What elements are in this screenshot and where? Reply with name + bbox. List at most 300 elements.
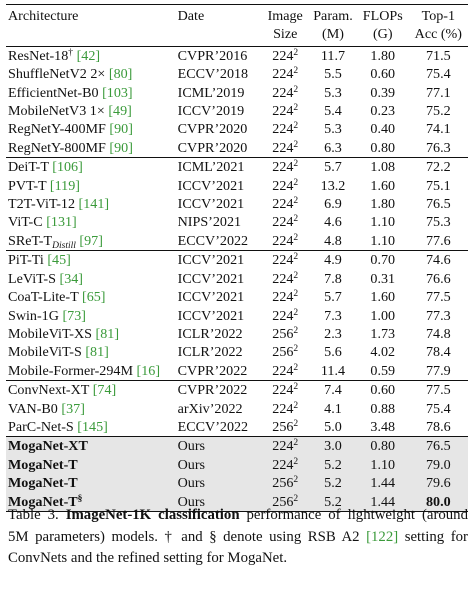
cell-params: 5.2 xyxy=(309,493,357,512)
citation-link[interactable]: [103] xyxy=(102,84,133,101)
results-table xyxy=(6,4,468,512)
squared-exponent: 2 xyxy=(293,307,299,318)
table-header xyxy=(6,5,468,47)
cell-architecture xyxy=(6,362,178,381)
table-row xyxy=(6,437,468,456)
caption-part1: performance of lightweight (around 5M parameters) models. xyxy=(8,507,468,545)
cell-params: 4.6 xyxy=(324,214,342,231)
citation-number[interactable]: 80 xyxy=(113,66,128,83)
cell-image-size xyxy=(261,195,309,213)
table-row xyxy=(6,177,468,195)
cell-date: ICML’2021 xyxy=(177,159,245,176)
cell-date: ICCV’2021 xyxy=(177,289,245,306)
image-size-value: 256 xyxy=(272,344,294,361)
cell-accuracy: 76.6 xyxy=(425,270,451,287)
caption-part3: denote using RSB A2 xyxy=(216,528,367,545)
cell-accuracy: 74.1 xyxy=(425,121,451,138)
cell-date: CVPR’2022 xyxy=(177,382,248,399)
cell-accuracy: 75.4 xyxy=(425,400,451,417)
citation-link[interactable]: [34] xyxy=(59,270,83,287)
model-name: DeiT-T xyxy=(8,159,49,176)
cell-accuracy: 75.2 xyxy=(425,103,451,120)
cell-flops: 1.60 xyxy=(370,289,396,306)
header-params-bottom: (M) xyxy=(322,26,344,43)
cell-date: Ours xyxy=(178,474,262,492)
cell-accuracy: 78.4 xyxy=(425,344,451,361)
table-row xyxy=(6,120,468,138)
cell-image-size xyxy=(261,362,309,381)
table-row xyxy=(6,46,468,65)
image-size-value: 256 xyxy=(272,418,294,435)
cell-architecture xyxy=(6,418,178,437)
squared-exponent: 2 xyxy=(293,252,299,263)
table-row xyxy=(6,270,468,288)
squared-exponent: 2 xyxy=(293,400,299,411)
image-size-value: 224 xyxy=(272,362,294,379)
cell-architecture xyxy=(6,251,178,270)
cell-image-size xyxy=(261,213,309,231)
image-size-value: 224 xyxy=(272,47,294,64)
table-row xyxy=(6,343,468,361)
cell-architecture xyxy=(6,177,178,195)
cell-image-size xyxy=(261,288,309,306)
citation-number[interactable]: 16 xyxy=(141,362,156,379)
model-name: T2T-ViT-12 xyxy=(8,196,76,213)
table-row xyxy=(6,139,468,158)
model-name: ShuffleNetV2 2× xyxy=(8,66,106,83)
cell-date: ICLR’2022 xyxy=(177,325,243,342)
cell-flops: 0.31 xyxy=(370,270,396,287)
cell-architecture xyxy=(6,139,178,158)
header-date: Date xyxy=(177,8,205,24)
cell-date: CVPR’2020 xyxy=(177,121,248,138)
citation-number[interactable]: 103 xyxy=(106,84,128,101)
header-size-bottom: Size xyxy=(273,26,298,43)
squared-exponent: 2 xyxy=(293,456,299,467)
citation-link[interactable]: [80] xyxy=(108,66,133,83)
cell-flops: 4.02 xyxy=(370,344,396,361)
citation-link[interactable]: [90] xyxy=(109,139,133,156)
model-name: MobileViT-S xyxy=(8,344,82,361)
table-group xyxy=(6,381,468,437)
cell-image-size xyxy=(261,120,309,138)
cell-architecture xyxy=(6,195,178,213)
citation-number[interactable]: 49 xyxy=(113,103,128,120)
caption-part4: setting for ConvNets and the refined setting for MogaNet. xyxy=(8,528,468,566)
cell-accuracy: 75.1 xyxy=(425,177,451,194)
cell-date: ICCV’2021 xyxy=(177,270,245,287)
cell-flops: 0.80 xyxy=(370,139,396,156)
citation-number[interactable]: 42 xyxy=(81,47,96,64)
citation-link[interactable]: [16] xyxy=(136,362,161,379)
citation-link[interactable]: [65] xyxy=(82,289,106,306)
citation-link[interactable]: [74] xyxy=(92,382,117,399)
citation-link[interactable]: [119] xyxy=(49,177,80,194)
citation-link[interactable]: [45] xyxy=(47,252,71,269)
image-size-value: 224 xyxy=(272,139,294,156)
cell-architecture xyxy=(6,232,178,251)
cell-date: ICLR’2022 xyxy=(177,344,243,361)
model-name: PVT-T xyxy=(8,177,47,194)
citation-number[interactable]: 141 xyxy=(83,196,105,213)
table-row xyxy=(6,325,468,343)
cell-params: 7.4 xyxy=(324,382,342,399)
citation-link[interactable]: [42] xyxy=(76,47,101,64)
cell-image-size xyxy=(261,270,309,288)
citation-number[interactable]: 145 xyxy=(82,418,104,435)
cell-architecture xyxy=(6,84,178,102)
model-name: MogaNet-T xyxy=(8,456,78,473)
citation-link[interactable]: [81] xyxy=(95,325,120,342)
cell-image-size xyxy=(261,158,309,177)
cell-params: 6.3 xyxy=(324,139,342,156)
squared-exponent: 2 xyxy=(293,418,299,429)
citation-link[interactable]: [37] xyxy=(61,400,85,417)
cell-params: 4.1 xyxy=(324,400,342,417)
cell-image-size xyxy=(261,343,309,361)
cell-date: ICCV’2021 xyxy=(177,196,245,213)
cell-flops: 3.48 xyxy=(370,418,396,435)
squared-exponent: 2 xyxy=(293,438,299,449)
cell-flops: 1.10 xyxy=(370,214,396,231)
citation-number[interactable]: 90 xyxy=(114,139,129,156)
model-name: EfficientNet-B0 xyxy=(8,84,99,101)
cell-params: 4.9 xyxy=(324,252,342,269)
table-row xyxy=(6,213,468,231)
cell-image-size xyxy=(261,139,309,158)
table-row xyxy=(6,195,468,213)
citation-number[interactable]: 37 xyxy=(66,400,81,417)
model-name: ResNet-18 xyxy=(8,47,69,64)
model-name: MobileNetV3 1× xyxy=(8,103,105,120)
cell-date: ECCV’2022 xyxy=(177,232,249,249)
cell-image-size xyxy=(261,232,309,251)
cell-architecture xyxy=(6,343,178,361)
table-group xyxy=(6,46,468,157)
cell-params: 5.2 xyxy=(309,456,357,474)
squared-exponent: 2 xyxy=(293,121,299,132)
cell-accuracy: 72.2 xyxy=(425,159,451,176)
cell-image-size xyxy=(261,84,309,102)
cell-flops: 1.10 xyxy=(370,232,396,249)
table-group xyxy=(6,251,468,381)
table-caption xyxy=(8,505,468,570)
table-row xyxy=(6,362,468,381)
cell-accuracy: 74.6 xyxy=(425,252,451,269)
model-name: RegNetY-400MF xyxy=(8,121,106,138)
image-size-value: 224 xyxy=(272,232,294,249)
cell-params: 4.8 xyxy=(324,232,342,249)
citation-link[interactable]: [145] xyxy=(77,418,108,435)
cell-architecture xyxy=(6,46,178,65)
caption-bold: ImageNet-1K classification xyxy=(65,507,240,523)
cell-params: 7.3 xyxy=(324,307,342,324)
cell-accuracy: 77.3 xyxy=(425,307,451,324)
cell-params: 5.7 xyxy=(324,159,342,176)
model-name: ConvNext-XT xyxy=(8,382,90,399)
cell-flops: 1.80 xyxy=(370,47,396,64)
image-size-value: 256 xyxy=(272,325,294,342)
cell-flops: 0.60 xyxy=(370,382,396,399)
cell-accuracy: 74.8 xyxy=(425,325,451,342)
image-size-value: 224 xyxy=(272,103,294,120)
citation-link[interactable]: [90] xyxy=(109,121,133,138)
cell-date: Ours xyxy=(178,456,262,474)
image-size-value: 256 xyxy=(272,475,294,492)
cell-flops: 0.70 xyxy=(370,252,396,269)
cell-params: 5.2 xyxy=(309,474,357,492)
cell-flops: 0.88 xyxy=(370,400,396,417)
table-row xyxy=(6,158,468,177)
cell-params: 2.3 xyxy=(324,325,342,342)
cell-accuracy: 78.6 xyxy=(425,418,451,435)
model-name: MobileViT-XS xyxy=(8,325,92,342)
cell-flops: 1.60 xyxy=(370,177,396,194)
table-row xyxy=(6,84,468,102)
cell-params: 5.0 xyxy=(324,418,342,435)
header-params-top: Param. xyxy=(313,8,353,24)
cell-image-size xyxy=(261,307,309,325)
image-size-value: 224 xyxy=(272,66,294,83)
cell-params: 5.3 xyxy=(324,121,342,138)
image-size-value: 224 xyxy=(272,196,294,213)
image-size-value: 224 xyxy=(272,270,294,287)
model-name: MogaNet-T xyxy=(8,493,78,510)
cell-params: 5.6 xyxy=(324,344,342,361)
cell-architecture xyxy=(6,65,178,83)
citation-number[interactable]: 34 xyxy=(64,270,79,287)
cell-params: 6.9 xyxy=(324,196,342,213)
squared-exponent: 2 xyxy=(293,270,299,281)
image-size-value: 224 xyxy=(272,252,294,269)
model-name: SReT-T xyxy=(8,232,53,249)
cell-accuracy: 77.9 xyxy=(425,362,451,379)
squared-exponent: 2 xyxy=(293,493,299,504)
cell-image-size xyxy=(261,381,309,400)
cell-architecture xyxy=(6,158,178,177)
table-row xyxy=(6,381,468,400)
cell-date: Ours xyxy=(178,493,262,512)
cell-flops: 0.80 xyxy=(357,437,409,456)
squared-exponent: 2 xyxy=(293,159,299,170)
cell-image-size xyxy=(261,400,309,418)
citation-number[interactable]: 65 xyxy=(86,289,101,306)
cell-flops: 1.00 xyxy=(370,307,396,324)
cell-accuracy: 71.5 xyxy=(425,47,451,64)
citation-number[interactable]: 90 xyxy=(114,121,129,138)
table-group xyxy=(6,158,468,251)
squared-exponent: 2 xyxy=(293,84,299,95)
cell-architecture xyxy=(6,437,178,456)
table-row xyxy=(6,456,468,474)
header-architecture: Architecture xyxy=(8,8,79,24)
header-flops-bottom: (G) xyxy=(372,26,393,43)
squared-exponent: 2 xyxy=(293,214,299,225)
cell-image-size xyxy=(261,418,309,437)
cell-image-size xyxy=(261,325,309,343)
citation-number[interactable]: 74 xyxy=(97,382,112,399)
cell-date: ICML’2019 xyxy=(177,84,245,101)
squared-exponent: 2 xyxy=(293,66,299,77)
squared-exponent: 2 xyxy=(293,382,299,393)
citation-link[interactable]: [73] xyxy=(62,307,86,324)
model-name: MogaNet-T xyxy=(8,475,78,492)
model-name: PiT-Ti xyxy=(8,252,44,269)
cell-accuracy: 77.5 xyxy=(425,382,451,399)
image-size-value: 224 xyxy=(272,400,294,417)
cell-accuracy: 77.6 xyxy=(425,232,451,249)
citation-link[interactable]: [97] xyxy=(79,232,103,249)
image-size-value: 224 xyxy=(272,438,294,455)
citation-number[interactable]: 81 xyxy=(100,325,115,342)
cell-params: 11.4 xyxy=(320,362,346,379)
cell-date: arXiv’2022 xyxy=(177,400,243,417)
table-row xyxy=(6,102,468,120)
citation-number[interactable]: 45 xyxy=(52,252,67,269)
cell-date: CVPR’2020 xyxy=(177,139,248,156)
cell-params: 5.5 xyxy=(324,66,342,83)
citation-number[interactable]: 131 xyxy=(50,214,73,231)
cell-flops: 0.40 xyxy=(370,121,396,138)
caption-section: § xyxy=(209,528,217,545)
cell-date: Ours xyxy=(178,437,262,456)
cell-image-size xyxy=(261,65,309,83)
squared-exponent: 2 xyxy=(293,325,299,336)
cell-flops: 1.08 xyxy=(370,159,396,176)
image-size-value: 224 xyxy=(272,84,294,101)
cell-architecture xyxy=(6,288,178,306)
cell-date: ECCV’2022 xyxy=(177,418,249,435)
cell-flops: 0.39 xyxy=(370,84,396,101)
cell-architecture xyxy=(6,325,178,343)
cell-image-size xyxy=(261,177,309,195)
cell-date: CVPR’2022 xyxy=(177,362,248,379)
cell-architecture xyxy=(6,120,178,138)
citation-link[interactable]: [141] xyxy=(78,196,110,213)
header-acc-bottom: Acc (%) xyxy=(414,26,462,43)
citation-number[interactable]: 106 xyxy=(56,159,79,176)
model-name: RegNetY-800MF xyxy=(8,139,106,156)
header-acc-top: Top-1 xyxy=(421,8,456,24)
cell-architecture xyxy=(6,213,178,231)
squared-exponent: 2 xyxy=(293,47,299,58)
citation-number[interactable]: 119 xyxy=(54,177,76,194)
cell-flops: 1.73 xyxy=(370,325,396,342)
cell-architecture xyxy=(6,270,178,288)
table-row xyxy=(6,307,468,325)
model-name: CoaT-Lite-T xyxy=(8,289,79,306)
image-size-value: 224 xyxy=(272,456,294,473)
cell-image-size xyxy=(261,474,309,492)
cell-date: ICCV’2021 xyxy=(177,252,245,269)
cell-date: ICCV’2021 xyxy=(177,307,245,324)
cell-date: ECCV’2018 xyxy=(177,66,249,83)
citation-link[interactable]: [131] xyxy=(46,214,77,231)
table-row xyxy=(6,418,468,437)
cell-image-size xyxy=(261,46,309,65)
squared-exponent: 2 xyxy=(293,232,299,243)
model-name: Mobile-Former-294M xyxy=(8,362,133,379)
cell-accuracy: 76.5 xyxy=(425,196,451,213)
model-name: Swin-1G xyxy=(8,307,59,324)
caption-part2: and xyxy=(174,528,210,545)
model-name: ParC-Net-S xyxy=(8,418,74,435)
citation-number[interactable]: 97 xyxy=(84,232,99,249)
image-size-value: 224 xyxy=(272,382,294,399)
cell-flops: 0.23 xyxy=(370,103,396,120)
cell-params: 11.7 xyxy=(320,47,346,64)
cell-date: NIPS’2021 xyxy=(177,214,242,231)
squared-exponent: 2 xyxy=(293,289,299,300)
model-superscript: § xyxy=(77,493,83,504)
cell-params: 7.8 xyxy=(324,270,342,287)
squared-exponent: 2 xyxy=(293,344,299,355)
cell-params: 5.7 xyxy=(324,289,342,306)
image-size-value: 224 xyxy=(272,214,294,231)
squared-exponent: 2 xyxy=(293,139,299,150)
cell-accuracy: 79.0 xyxy=(409,456,468,474)
citation-number[interactable]: 73 xyxy=(67,307,82,324)
table-row xyxy=(6,288,468,306)
squared-exponent: 2 xyxy=(293,475,299,486)
image-size-value: 224 xyxy=(272,159,294,176)
cell-image-size xyxy=(261,251,309,270)
caption-dagger: † xyxy=(164,528,175,545)
squared-exponent: 2 xyxy=(293,362,299,373)
squared-exponent: 2 xyxy=(293,103,299,114)
citation-number[interactable]: 81 xyxy=(90,344,105,361)
cell-architecture xyxy=(6,381,178,400)
cell-accuracy: 76.3 xyxy=(425,139,451,156)
citation-link[interactable]: [81] xyxy=(85,344,109,361)
cell-architecture xyxy=(6,456,178,474)
cell-accuracy: 77.1 xyxy=(425,84,451,101)
cell-accuracy: 80.0 xyxy=(409,493,468,512)
model-superscript: † xyxy=(68,47,74,58)
caption-ref-link[interactable]: [122] xyxy=(366,528,399,545)
cell-architecture xyxy=(6,102,178,120)
table-group xyxy=(6,437,468,512)
cell-image-size xyxy=(261,437,309,456)
cell-flops: 1.44 xyxy=(357,493,409,512)
image-size-value: 224 xyxy=(272,121,294,138)
cell-accuracy: 75.3 xyxy=(425,214,451,231)
cell-flops: 0.59 xyxy=(370,362,396,379)
cell-date: ICCV’2019 xyxy=(177,103,245,120)
cell-flops: 0.60 xyxy=(370,66,396,83)
cell-params: 13.2 xyxy=(320,177,346,194)
model-name: ViT-C xyxy=(8,214,43,231)
table-row xyxy=(6,251,468,270)
cell-architecture xyxy=(6,400,178,418)
cell-params: 5.4 xyxy=(324,103,342,120)
model-name: VAN-B0 xyxy=(8,400,58,417)
model-name: MogaNet-XT xyxy=(8,438,88,455)
citation-link[interactable]: [106] xyxy=(52,159,83,176)
table-row xyxy=(6,474,468,492)
image-size-value: 224 xyxy=(272,307,294,324)
caption-label: Table 3. xyxy=(8,507,59,523)
cell-architecture xyxy=(6,307,178,325)
cell-image-size xyxy=(261,102,309,120)
image-size-value: 256 xyxy=(272,493,294,510)
cell-params: 5.3 xyxy=(324,84,342,101)
cell-accuracy: 79.6 xyxy=(409,474,468,492)
table-row xyxy=(6,65,468,83)
image-size-value: 224 xyxy=(272,289,294,306)
citation-link[interactable]: [49] xyxy=(108,103,132,120)
cell-date: ICCV’2021 xyxy=(177,177,245,194)
